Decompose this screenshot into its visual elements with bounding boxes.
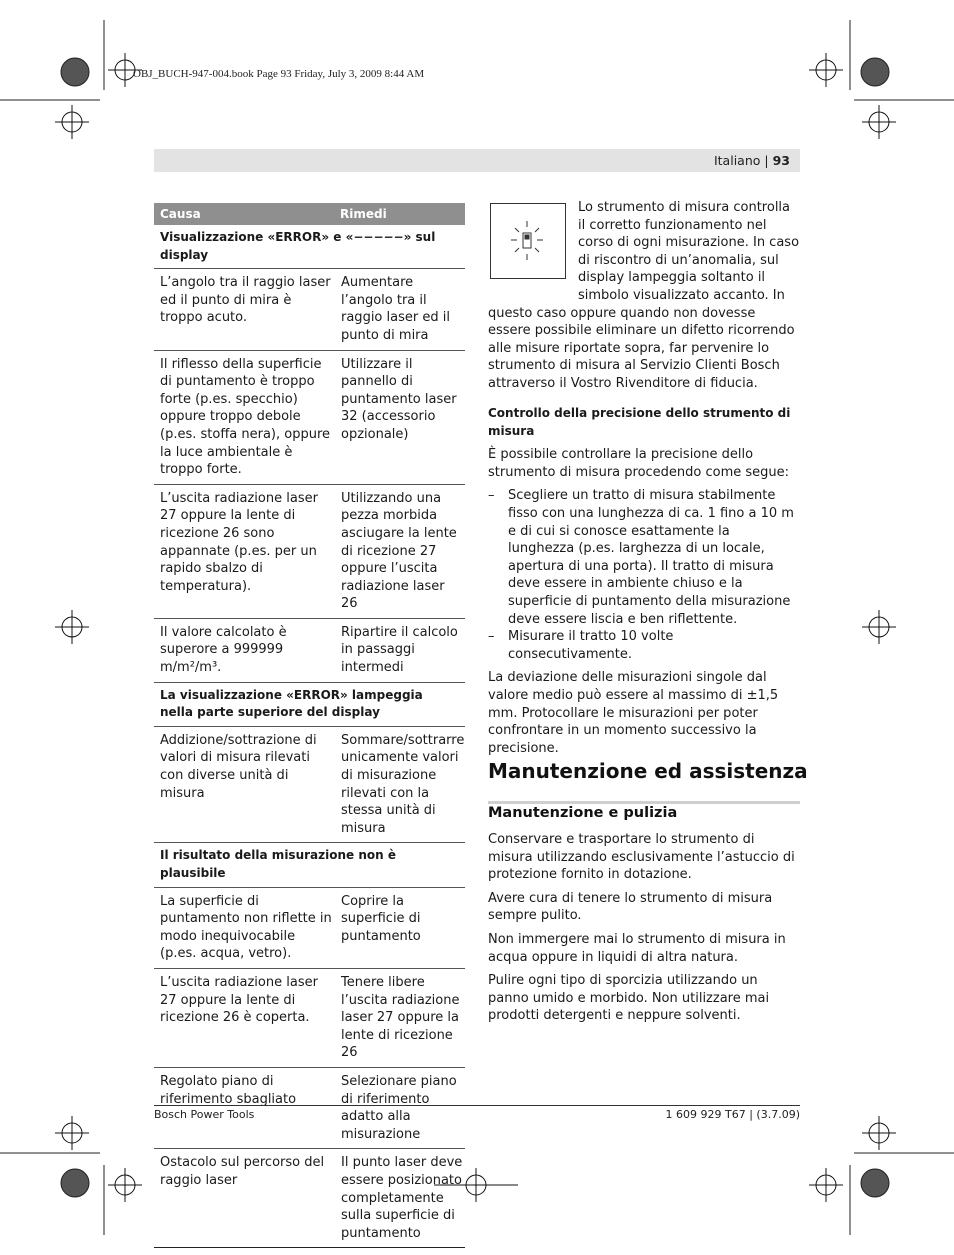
step-text: Scegliere un tratto di misura stabilmente fisso con una lunghezza di ca. 1 fino a 10 m e di cui si conosce esattamente la lunghezza (p.es. larghezza di un locale, apertura di una porta). Il tratto di misura deve essere in ambiente chiuso e la superficie di puntamento della misurazione deve essere liscia e ben riflettente. xyxy=(508,488,794,627)
paragraph: Avere cura di tenere lo strumento di misura sempre pulito. xyxy=(488,890,773,924)
page-number: 93 xyxy=(772,153,790,168)
remedy-cell: Selezionare piano di riferimento adatto alla misurazione xyxy=(341,1073,457,1142)
remedy-cell: Sommare/sottrarre unicamente valori di misurazione rilevati con la stessa unità di misura xyxy=(341,732,465,836)
precision-section xyxy=(488,405,800,763)
troubleshooting-table xyxy=(154,203,465,1248)
section-title: Visualizzazione «ERROR» e «−−−−−» sul display xyxy=(154,225,465,269)
section-title: Il risultato della misurazione non è plausibile xyxy=(154,843,465,887)
cause-cell: Il valore calcolato è superore a 999999 m/m²/m³. xyxy=(160,624,287,676)
list-item: – Scegliere un tratto di misura stabilmente fisso con una lunghezza di ca. 1 fino a 10 m e di cui si conosce esattamente la lunghezza (p.es. larghezza di un locale, apertura di una porta). Il tratto di misura deve essere in ambiente chiuso e la superficie di puntamento della misurazione deve essere liscia e ben riflettente. xyxy=(488,487,800,628)
cause-cell: L’uscita radiazione laser 27 oppure la lente di ricezione 26 è coperta. xyxy=(160,974,318,1026)
precision-intro: È possibile controllare la precisione dello strumento di misura procedendo come segue: xyxy=(488,447,790,480)
file-header: OBJ_BUCH-947-004.book Page 93 Friday, July 3, 2009 8:44 AM xyxy=(133,68,425,80)
cause-cell: Regolato piano di riferimento sbagliato xyxy=(160,1073,297,1107)
paragraph: Conservare e trasportare lo strumento di misura utilizzando esclusivamente l’astuccio di protezione fornito in dotazione. xyxy=(488,832,795,883)
precision-heading: Controllo della precisione dello strumento di misura xyxy=(488,406,791,438)
page-header-text xyxy=(714,153,790,168)
remedy-cell: Tenere libere l’uscita radiazione laser 27 oppure la lente di ricezione 26 xyxy=(341,974,460,1061)
remedy-cell: Ripartire il calcolo in passaggi intermedi xyxy=(341,624,458,676)
remedy-cell: Aumentare l’angolo tra il raggio laser ed il punto di mira xyxy=(341,275,450,343)
maintenance-text xyxy=(488,831,800,1031)
page-header-bar xyxy=(154,149,800,172)
header-separator: | xyxy=(764,153,769,168)
heading-rule xyxy=(488,801,800,804)
cause-cell: L’angolo tra il raggio laser ed il punto di mira è troppo acuto. xyxy=(160,275,331,326)
intro-text xyxy=(488,199,800,393)
sub-heading: Manutenzione e pulizia xyxy=(488,805,678,821)
col-header-cause: Causa xyxy=(160,207,201,221)
table-row xyxy=(154,969,465,1068)
table-row xyxy=(154,269,465,350)
cause-cell: Il riflesso della superficie di puntamento è troppo forte (p.es. specchio) oppure troppo debole (p.es. stoffa nera), oppure la luce ambientale è troppo forte. xyxy=(160,356,331,478)
cause-cell: L’uscita radiazione laser 27 oppure la lente di ricezione 26 sono appannate (p.es. per un rapido sbalzo di temperatura). xyxy=(160,490,318,594)
footer-rule xyxy=(154,1105,800,1106)
paragraph: Pulire ogni tipo di sporcizia utilizzando un panno umido e morbido. Non utilizzare mai prodotti detergenti e neppure solventi. xyxy=(488,973,770,1024)
table-row xyxy=(154,888,465,969)
footer-brand: Bosch Power Tools xyxy=(154,1108,255,1121)
cause-cell: Addizione/sottrazione di valori di misura rilevati con diverse unità di misura xyxy=(160,732,317,801)
remedy-cell: Coprire la superficie di puntamento xyxy=(341,893,421,944)
remedy-cell: Utilizzare il pannello di puntamento laser 32 (accessorio opzionale) xyxy=(341,356,457,442)
paragraph: Non immergere mai lo strumento di misura in acqua oppure in liquidi di altra natura. xyxy=(488,931,786,965)
remedy-cell: Il punto laser deve essere posizionato completamente sulla superficie di puntamento xyxy=(341,1155,463,1241)
deviation-text: La deviazione delle misurazioni singole dal valore medio può essere al massimo di ±1,5 mm. Protocollare le misurazioni per poter confrontare in un momento successivo la precisione. xyxy=(488,670,779,756)
main-heading: Manutenzione ed assistenza xyxy=(488,759,808,783)
header-language: Italiano xyxy=(713,153,761,168)
table-row xyxy=(154,727,465,844)
section-title: La visualizzazione «ERROR» lampeggia nella parte superiore del display xyxy=(154,683,465,727)
intro-paragraph: Lo strumento di misura controlla il corretto funzionamento nel corso di ogni misurazione. In caso di riscontro di un’anomalia, sul display lampeggia soltanto il simbolo visualizzato accanto. In questo caso oppure quando non dovesse essere possibile eliminare un difetto ricorrendo alle misure riportate sopra, far pervenire lo strumento di misura al Servizio Clienti Bosch attraverso il Vostro Rivenditore di fiducia. xyxy=(488,200,800,391)
cause-cell: Ostacolo sul percorso del raggio laser xyxy=(160,1155,325,1188)
table-row xyxy=(154,619,465,683)
cause-cell: La superficie di puntamento non riflette in modo inequivocabile (p.es. acqua, vetro). xyxy=(160,893,332,962)
table-row xyxy=(154,1149,465,1248)
table-row xyxy=(154,485,465,619)
step-text: Misurare il tratto 10 volte consecutivamente. xyxy=(508,629,674,662)
list-item: – Misurare il tratto 10 volte consecutivamente. xyxy=(488,628,800,663)
footer-code: 1 609 929 T67 | (3.7.09) xyxy=(665,1108,800,1121)
remedy-cell: Utilizzando una pezza morbida asciugare la lente di ricezione 27 oppure l’uscita radiazione laser 26 xyxy=(341,490,457,612)
table-header xyxy=(154,203,465,225)
col-header-remedy: Rimedi xyxy=(340,207,387,221)
table-row xyxy=(154,351,465,485)
